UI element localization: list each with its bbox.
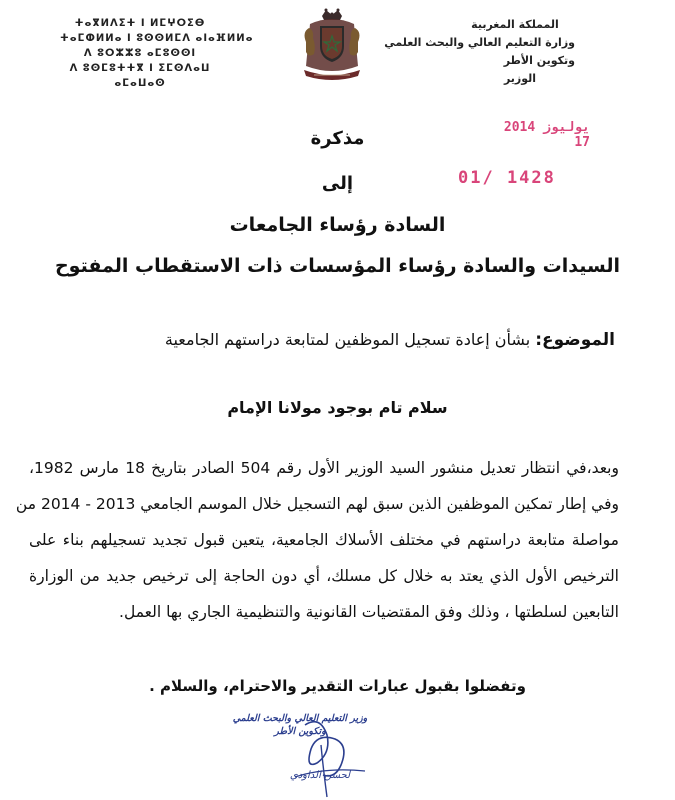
body-line: وفي إطار تمكين الموظفين الذين سبق لهم التسجيل خلال الموسم الجامعي 2013 - 2014 من (15, 495, 619, 513)
addressed-to-label: إلى (321, 173, 354, 194)
body-line: التابعين لسلطتها ، وذلك وفق المقتضيات القانونية والتنظيمية الجاري بها العمل. (119, 603, 619, 621)
signatory-name: لحسن الداودي (289, 770, 351, 781)
date-stamp: 2014 يوليوز 17 (503, 120, 590, 150)
tifinagh-header (60, 16, 254, 91)
closing-line: وتفضلوا بقبول عبارات التقدير والاحترام، والسلام . (149, 677, 526, 695)
tifinagh-line: ⴷ ⵓⵙⵎⵓⵜⵜⴳ ⵏ ⵉⵎⵙⴷⴰⵡ (69, 63, 211, 74)
recipient-line: السادة رؤساء الجامعات (229, 214, 446, 236)
tifinagh-line: ⴷ ⵓⵔⵣⵣⵓ ⴰⵎⵓⵙⵙⵏ (83, 48, 197, 59)
body-line: وبعد،في انتظار تعديل منشور السيد الوزير الأول رقم 504 الصادر بتاريخ 18 مارس 1982، (29, 459, 619, 477)
tifinagh-line: ⵜⴰⵎⵀⵍⵍⴰ ⵏ ⵓⵙⵙⵍⵎⴷ ⴰⵏⴰⴼⵍⵍⴰ (60, 33, 254, 44)
body-line: الترخيص الأول الذي يعتد به خلال كل مسلك، أي دون الحاجة إلى ترخيص جديد من الوزارة (29, 567, 619, 585)
handwritten-signature-icon (265, 705, 395, 800)
reference-number-stamp: 01/ 1428 (458, 168, 556, 188)
ministry-name-cont: وتكوين الأطر (503, 54, 575, 67)
signatory-title-line: وتكوين الأطر (274, 726, 326, 737)
subject-line (55, 330, 615, 350)
recipient-line: السيدات والسادة رؤساء المؤسسات ذات الاستقطاب المفتوح (54, 255, 620, 277)
minister-label: الوزير (503, 72, 537, 85)
greeting: سلام تام بوجود مولانا الإمام (227, 398, 448, 417)
ministry-name: وزارة التعليم العالي والبحث العلمي (384, 36, 575, 49)
arabic-header (384, 16, 575, 88)
tifinagh-line: ⴰⵎⴰⵡⴰⵙ (114, 78, 166, 89)
tifinagh-line: ⵜⴰⴳⵍⴷⵉⵜ ⵏ ⵍⵎⵖⵔⵉⴱ (74, 18, 206, 29)
subject-label: الموضوع: (535, 330, 615, 350)
memo-title: مذكرة (310, 128, 365, 149)
subject-text: بشأن إعادة تسجيل الموظفين لمتابعة دراستهم الجامعية (164, 330, 531, 349)
body-line: مواصلة متابعة دراستهم في مختلف الأسلاك الجامعية، يتعين قبول تجديد تسجيلهم بناء على (29, 531, 619, 549)
memo-body (15, 450, 619, 630)
kingdom-name: المملكة المغربية (471, 18, 559, 31)
coat-of-arms-icon (300, 6, 364, 82)
signatory-title-line: وزير التعليم العالي والبحث العلمي (232, 713, 368, 724)
